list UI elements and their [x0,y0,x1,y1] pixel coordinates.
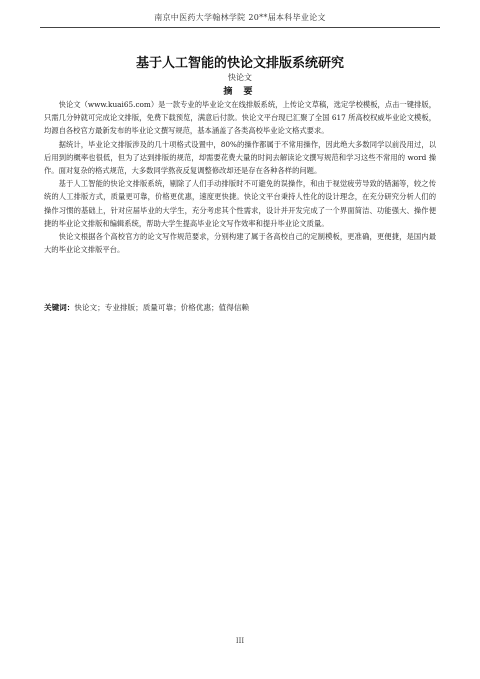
abstract-heading: 摘 要 [223,87,257,97]
keywords-text: 快论文；专业排版；质量可靠；价格优惠；值得信赖 [74,303,250,312]
abstract-paragraph: 据统计，毕业论文排版涉及的几十项格式设置中，80%的操作都属于不常用操作，因此绝大多数同学以前没用过，以后用到的概率也很低，但为了达到排版的规范，却需要花费大量的时间去解读论文撰写规范和学习这些不常用的 word 操作。面对复杂的格式规范，大多数同学熬夜反复调整修改却还是存在各种各样的问题。 [44,139,436,176]
abstract-paragraph: 快论文根据各个高校官方的论文写作规范要求，分别构建了属于各高校自己的定制模板，更准确，更便捷，是国内最大的毕业论文排版平台。 [44,232,436,255]
author-name: 快论文 [228,73,252,82]
keywords-line [44,302,436,314]
keywords-label: 关键词： [44,303,75,312]
running-header: 南京中医药大学翰林学院 20**届本科毕业论文 [40,12,440,28]
abstract-paragraph: 快论文（www.kuai65.com）是一款专业的毕业论文在线排版系统，上传论文草稿，选定学校模板，点击一键排版，只需几分钟就可完成论文排版，免费下载预览，满意后付款。快论文平台现已汇聚了全国 617 所高校权威毕业论文模板，均源自各校官方最新发布的毕业论文撰写规范，基本涵盖了各类高校毕业论文格式要求。 [44,100,436,136]
paper-title: 基于人工智能的快论文排版系统研究 [135,56,344,71]
abstract-body [44,98,436,256]
page-number: III [235,637,245,645]
abstract-paragraph: 基于人工智能的快论文排版系统，剔除了人们手动排版时不可避免的误操作，和由于视觉疲劳导致的错漏等，较之传统的人工排版方式，质量更可靠，价格更优惠，速度更快捷。快论文平台秉持人性化的设计理念，在充分研究分析人们的操作习惯的基础上，针对应届毕业的大学生，充分考虑其个性需求，设计并开发完成了一个界面简洁、功能强大、操作便捷的毕业论文排版和编辑系统，帮助大学生提高毕业论文写作效率和提升毕业论文质量。 [44,179,436,228]
